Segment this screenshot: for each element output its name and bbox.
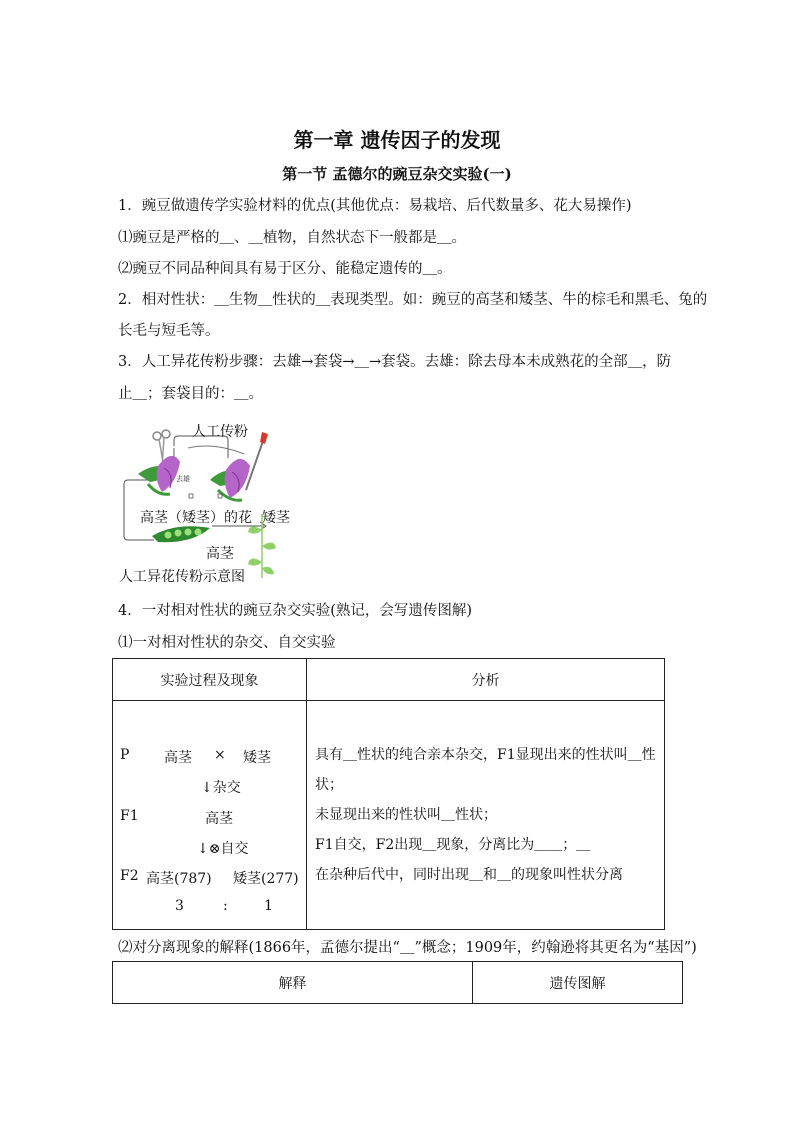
text-line-4: 2．相对性状：＿生物＿性状的＿表现类型。如：豌豆的高茎和矮茎、牛的棕毛和黑毛、兔的 — [118, 292, 708, 308]
table1-analysis-cell — [307, 701, 665, 930]
figure-label-short-stem: 矮茎 — [262, 510, 290, 526]
analysis-line-5: 在杂种后代中，同时出现＿和＿的现象叫性状分离 — [315, 867, 623, 883]
p-cross-sign: × — [214, 747, 226, 763]
explanation-table — [112, 961, 683, 1004]
table1-header-analysis: 分析 — [307, 659, 665, 701]
text-line-6: 3．人工异花传粉步骤：去雄→套袋→＿→套袋。去雄：除去母本未成熟花的全部＿，防 — [118, 354, 672, 370]
cross-experiment-table — [112, 658, 665, 930]
text-line-7: 止＿；套袋目的：＿。 — [118, 386, 263, 402]
left-flower-icon — [138, 456, 180, 494]
text-line-1: 1．豌豆做遗传学实验材料的优点(其他优点：易栽培、后代数量多、花大易操作) — [118, 198, 632, 214]
text-line-9: ⑴一对相对性状的杂交、自交实验 — [118, 635, 336, 651]
figure-caption: 人工异花传粉示意图 — [119, 569, 245, 585]
arrow-self: ↓⊗自交 — [197, 841, 249, 857]
brush-icon — [246, 432, 268, 490]
text-line-5: 长毛与短毛等。 — [118, 323, 220, 339]
chapter-title: 第一章 遗传因子的发现 — [293, 128, 501, 152]
p-short: 矮茎 — [243, 750, 271, 766]
f1-label: F1 — [120, 808, 139, 824]
table2-header-explanation: 解释 — [113, 962, 473, 1004]
text-line-3: ⑵豌豆不同品种间具有易于区分、能稳定遗传的＿。 — [118, 261, 452, 277]
analysis-line-4: F1自交，F2出现＿现象，分离比为＿＿；＿ — [315, 837, 591, 853]
section-title: 第一节 孟德尔的豌豆杂交实验(一) — [282, 165, 512, 183]
f2-short: 矮茎(277) — [233, 871, 299, 887]
figure-label-flower: 高茎（矮茎）的花 — [140, 510, 252, 526]
figure-label-pollination: 人工传粉 — [192, 424, 248, 440]
f2-tall: 高茎(787) — [146, 871, 212, 887]
ratio-right: 1 — [264, 898, 273, 914]
pea-pod-icon — [152, 526, 210, 542]
p-label: P — [120, 747, 130, 763]
table2-header-diagram: 遗传图解 — [473, 962, 683, 1004]
figure-label-tall-stem: 高茎 — [206, 546, 234, 562]
text-line-10: ⑵对分离现象的解释(1866年，孟德尔提出“＿”概念；1909年，约翰逊将其更名为“基因”) — [118, 940, 697, 956]
table1-header-process: 实验过程及现象 — [113, 659, 307, 701]
p-tall: 高茎 — [164, 750, 192, 766]
figure-label-emasculation: 去雄 — [176, 475, 190, 483]
right-flower-icon — [210, 459, 250, 500]
arrow-cross: ↓杂交 — [201, 780, 241, 796]
analysis-line-2: 状； — [315, 777, 343, 793]
ratio-left: 3 — [175, 898, 184, 914]
analysis-line-3: 未显现出来的性状叫＿性状； — [315, 807, 497, 823]
f2-label: F2 — [120, 868, 139, 884]
text-line-2: ⑴豌豆是严格的＿、＿植物，自然状态下一般都是＿。 — [118, 230, 466, 246]
f1-value: 高茎 — [205, 811, 233, 827]
text-line-8: 4．一对相对性状的豌豆杂交实验(熟记，会写遗传图解) — [118, 603, 473, 619]
analysis-line-1: 具有＿性状的纯合亲本杂交，F1显现出来的性状叫＿性 — [315, 747, 656, 763]
pollination-figure — [114, 418, 304, 586]
table1-process-cell — [113, 701, 307, 930]
ratio-colon: : — [223, 898, 228, 914]
